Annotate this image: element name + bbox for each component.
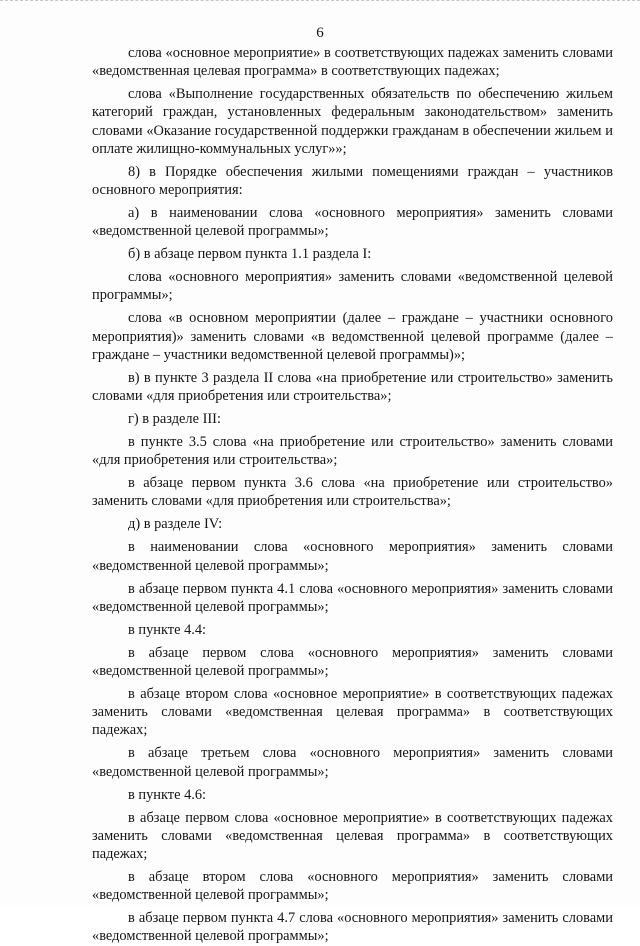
paragraph: в абзаце третьем слова «основного мероприятия» заменить словами «ведомственной целевой программы»;	[92, 745, 613, 780]
paragraph: слова «основное мероприятие» в соответствующих падежах заменить словами «ведомственная целевая программа» в соответствующих падежах;	[92, 45, 613, 80]
paragraph: слова «основного мероприятия» заменить словами «ведомственной целевой программы»;	[92, 269, 613, 304]
paragraph: в абзаце втором слова «основное мероприятие» в соответствующих падежах заменить словами «ведомственная целевая программа» в соответствующих падежах;	[92, 686, 613, 739]
paragraph: слова «в основном мероприятии (далее – граждане – участники основного мероприятия)» заменить словами «в ведомственной целевой программе (далее – граждане – участники ведомственной целевой программы)»;	[92, 310, 613, 363]
paragraph: в пункте 4.6:	[128, 786, 207, 803]
paragraph: в пункте 4.4:	[128, 621, 207, 638]
scan-top-edge	[0, 0, 640, 7]
paragraph: в абзаце первом слова «основное мероприятие» в соответствующих падежах заменить словами «ведомственная целевая программа» в соответствующих падежах;	[92, 809, 613, 863]
paragraph: а) в наименовании слова «основного мероприятия» заменить словами «ведомственной целевой программы»;	[92, 205, 613, 240]
paragraph: слова «Выполнение государственных обязательств по обеспечению жильем категорий граждан, установленных федеральным законодательством» заменить словами «Оказание государственной поддержки гражданам в обеспечении жильем и оплате жилищно-коммунальных услуг»»;	[92, 86, 613, 157]
document-body	[92, 44, 613, 946]
paragraph: в абзаце первом слова «основного мероприятия» заменить словами «ведомственной целевой программы»;	[92, 644, 613, 680]
paragraph: б) в абзаце первом пункта 1.1 раздела I:	[128, 246, 372, 263]
page-number: 6	[316, 25, 324, 41]
paragraph: в) в пункте 3 раздела II слова «на приобретение или строительство» заменить словами «для приобретения или строительства»;	[92, 369, 613, 405]
paragraph: в наименовании слова «основного мероприятия» заменить словами «ведомственной целевой программы»;	[92, 539, 613, 574]
paragraph: в абзаце втором слова «основного мероприятия» заменить словами «ведомственной целевой программы»;	[92, 869, 613, 904]
paragraph: в абзаце первом пункта 3.6 слова «на приобретение или строительство» заменить словами «для приобретения или строительства»;	[92, 475, 613, 510]
paragraph: г) в разделе III:	[128, 411, 221, 428]
paragraph: в абзаце первом пункта 4.1 слова «основного мероприятия» заменить словами «ведомственной целевой программы»;	[92, 580, 613, 615]
paragraph: в пункте 3.5 слова «на приобретение или строительство» заменить словами «для приобретения или строительства»;	[92, 434, 613, 469]
paragraph: 8) в Порядке обеспечения жилыми помещениями граждан – участников основного мероприятия:	[92, 163, 613, 199]
paragraph: в абзаце первом пункта 4.7 слова «основного мероприятия» заменить словами «ведомственной целевой программы»;	[92, 910, 613, 945]
paragraph: д) в разделе IV:	[128, 516, 223, 533]
